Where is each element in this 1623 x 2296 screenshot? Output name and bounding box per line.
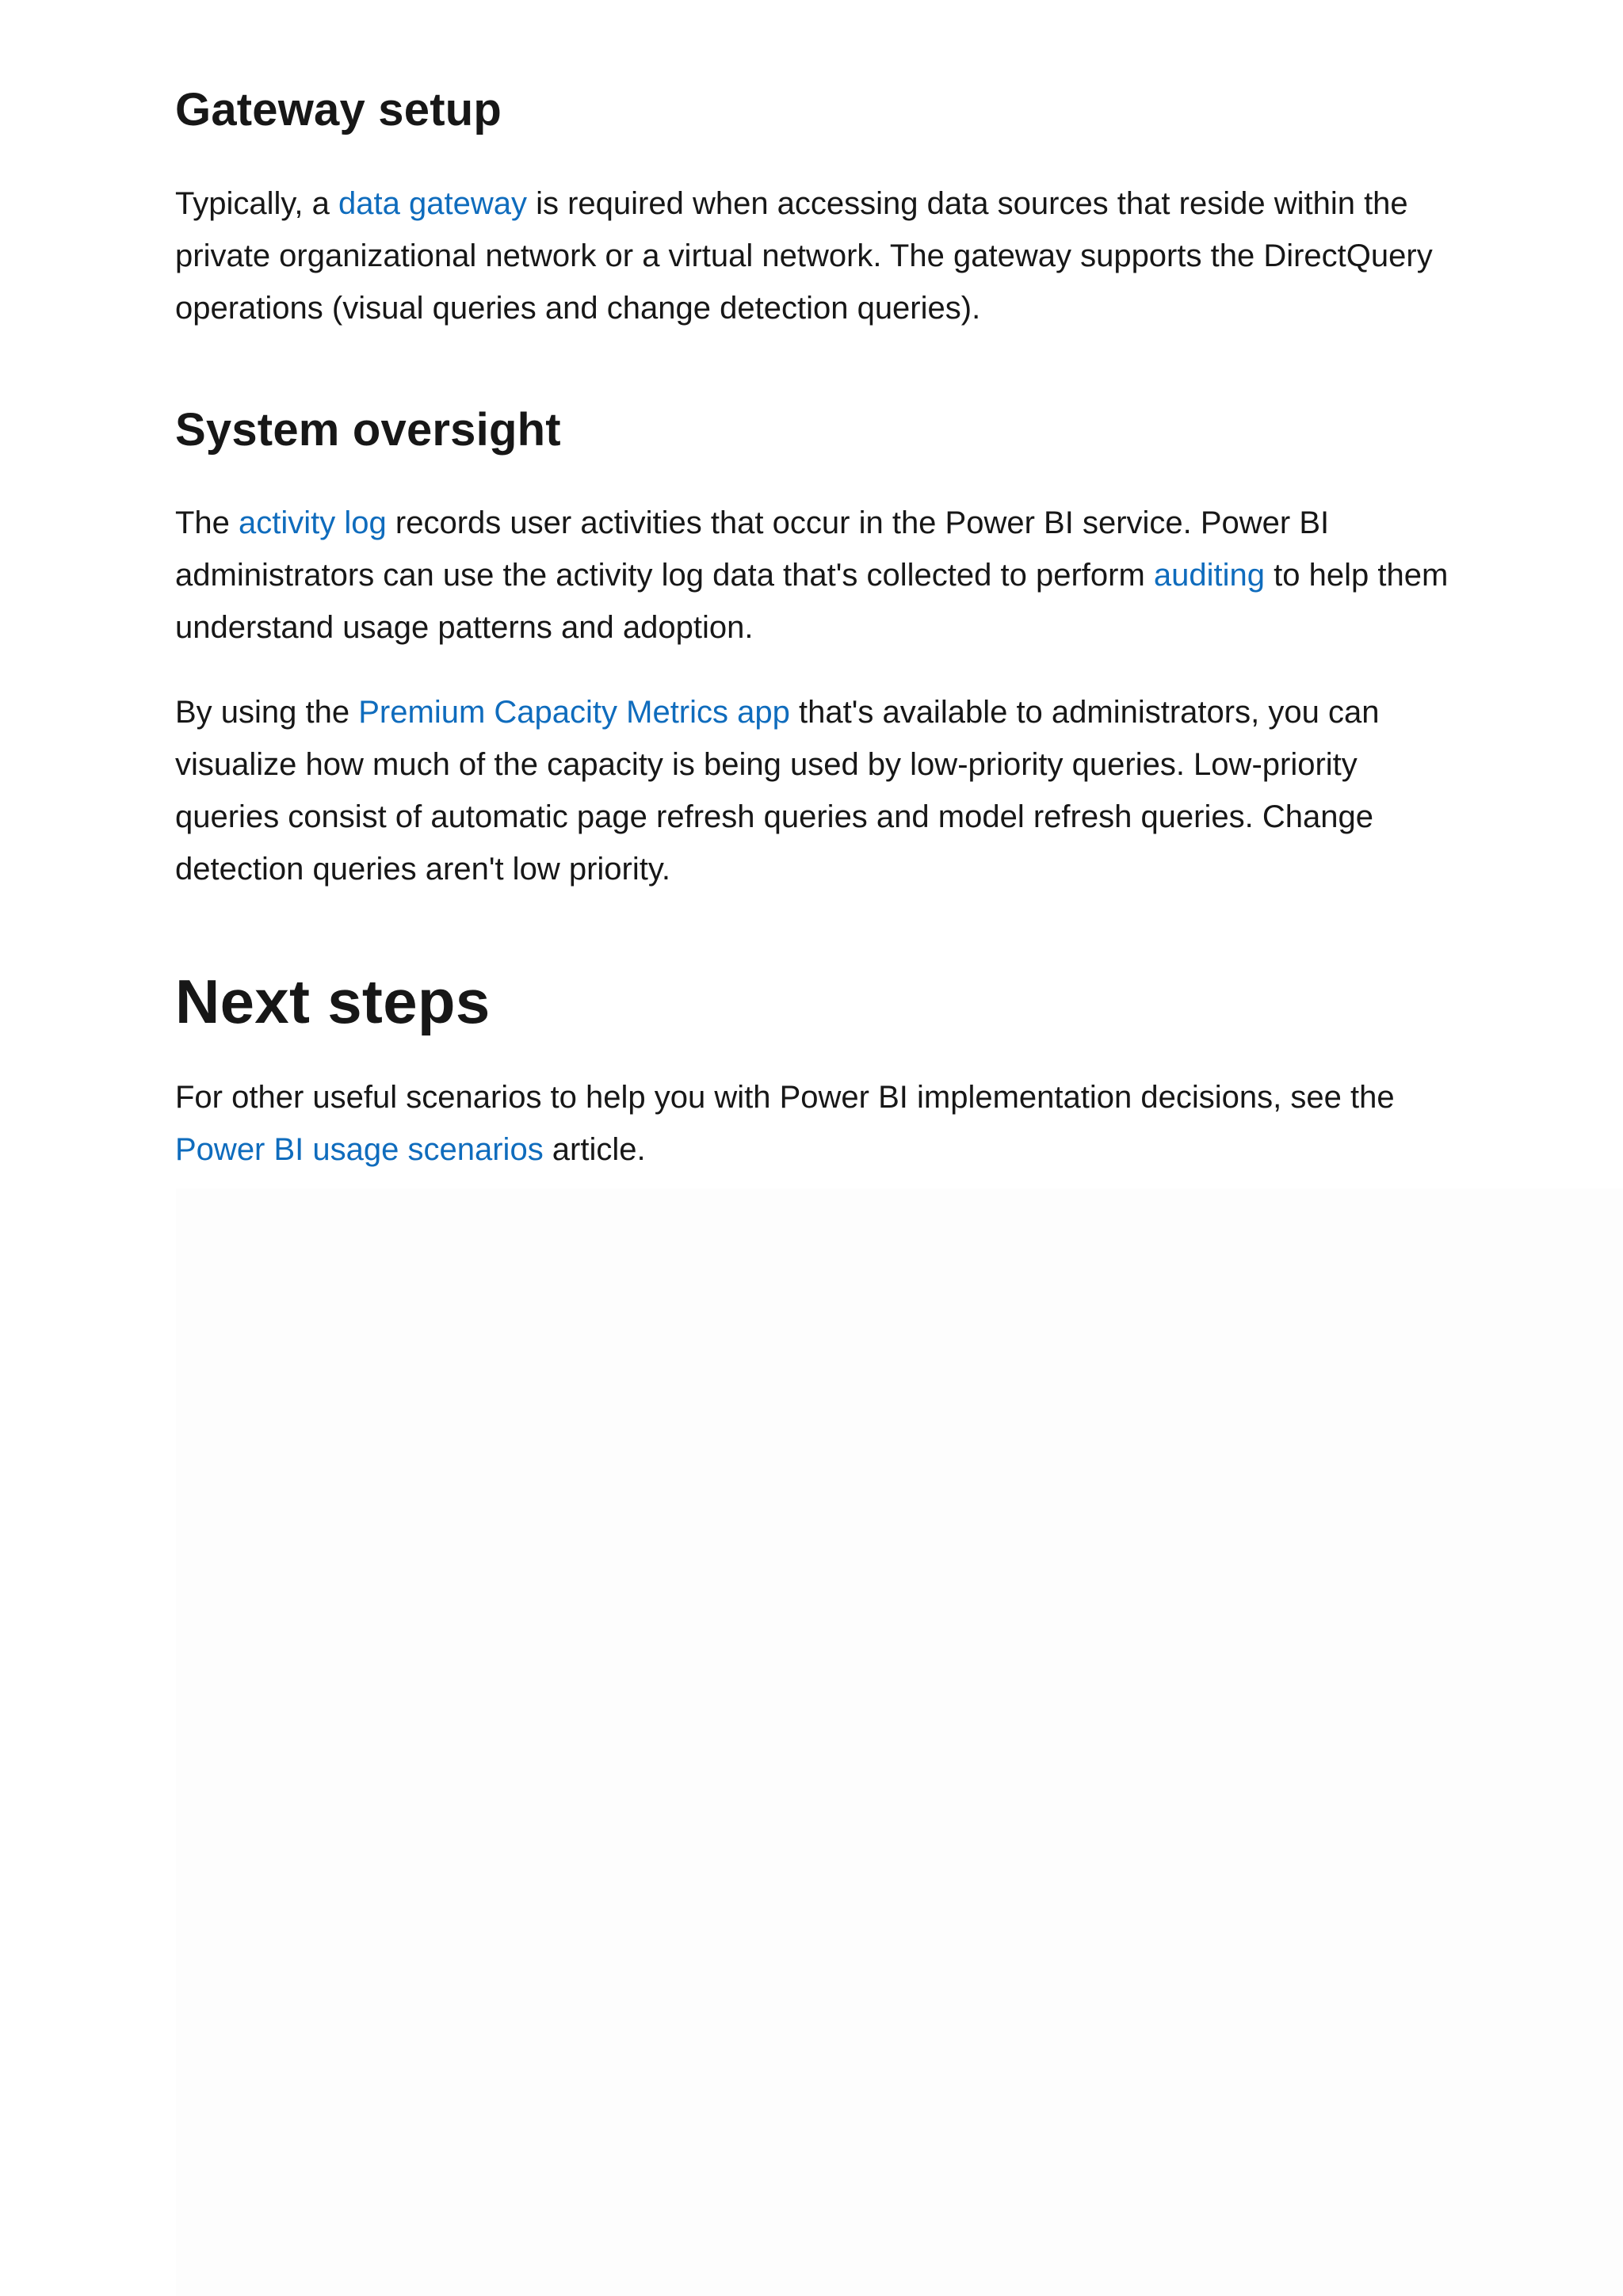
next-steps-text-1: For other useful scenarios to help you with Power BI implementation decisions, see the (175, 1080, 1395, 1115)
gateway-text-1: Typically, a (175, 186, 338, 221)
gateway-setup-heading: Gateway setup (175, 84, 502, 135)
power-bi-usage-scenarios-link[interactable]: Power BI usage scenarios (175, 1132, 544, 1167)
auditing-link[interactable]: auditing (1153, 558, 1266, 593)
premium-capacity-metrics-app-link[interactable]: Premium Capacity Metrics app (358, 695, 790, 730)
data-gateway-link[interactable]: data gateway (338, 186, 527, 221)
oversight-p2-text-2: that's available to administrators, you can visualize how much of the capacity is being used by low-priority queries. Low-priority queries consist of automatic page refresh queries and model refresh queries. Change detection queries aren't low priority. (175, 695, 1380, 887)
oversight-p2-text-1: By using the (175, 695, 359, 730)
next-steps-heading: Next steps (175, 967, 491, 1036)
activity-log-link[interactable]: activity log (239, 505, 387, 540)
gateway-setup-paragraph (175, 177, 1459, 334)
next-steps-paragraph (175, 1071, 1459, 1176)
oversight-p1-text-2: records user activities that occur in the Power BI service. Power BI administrators can use the activity log data that's collected to perform (175, 505, 1330, 593)
next-steps-text-2: article. (543, 1132, 646, 1167)
page-background-tint (176, 1188, 1623, 2296)
oversight-p1-text-1: The (175, 505, 239, 540)
gateway-text-2: is required when accessing data sources that reside within the private organizational network or a virtual network. The gateway supports the DirectQuery operations (visual queries and change detection queries). (175, 186, 1433, 326)
oversight-p1-text-3: to help them understand usage patterns and adoption. (175, 558, 1449, 645)
capacity-metrics-paragraph (175, 686, 1459, 895)
system-oversight-heading: System oversight (175, 404, 561, 456)
activity-log-paragraph (175, 497, 1459, 654)
